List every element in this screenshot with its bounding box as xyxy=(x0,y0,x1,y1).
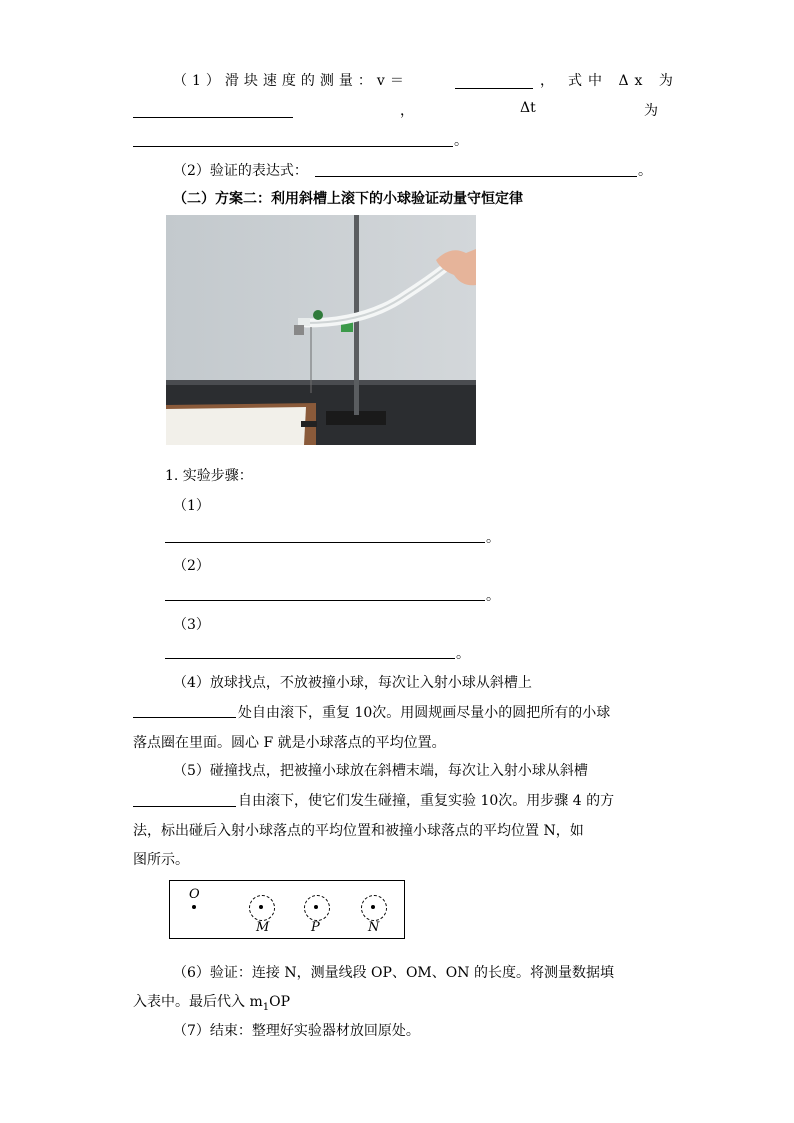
section-title: （二）方案二：利用斜槽上滚下的小球验证动量守恒定律 xyxy=(173,191,523,207)
velocity-blank[interactable] xyxy=(455,88,533,89)
landing-points-diagram xyxy=(169,880,405,939)
expression-blank[interactable] xyxy=(315,176,637,177)
steps-title: 1. 实验步骤： xyxy=(165,468,253,484)
step5-line4: 图所示。 xyxy=(133,852,189,868)
step4-line2: 处自由滚下，重复 10次。用圆规画尽量小的圆把所有的小球 xyxy=(238,705,611,721)
step6-line2 xyxy=(133,991,290,1013)
experiment-photo-drawing xyxy=(166,215,476,445)
q1-period: 。 xyxy=(454,133,468,149)
step4-line1: （4）放球找点，不放被撞小球，每次让入射小球从斜槽上 xyxy=(173,675,532,691)
dt-label: Δt xyxy=(520,100,536,116)
point-n xyxy=(371,905,375,909)
step7: （7）结束：整理好实验器材放回原处。 xyxy=(173,1023,420,1039)
dx-meaning-blank[interactable] xyxy=(133,117,293,118)
step2-period: 。 xyxy=(486,588,500,604)
step5-line2: 自由滚下，使它们发生碰撞，重复实验 10次。用步骤 4 的方 xyxy=(238,793,615,809)
step6-line2-pre: 入表中。最后代入 m xyxy=(133,994,263,1010)
step3-num: （3） xyxy=(173,617,210,633)
step1-period: 。 xyxy=(486,530,500,546)
point-p xyxy=(314,905,318,909)
experiment-photo xyxy=(166,215,476,445)
point-n-label: N xyxy=(368,920,380,935)
step2-num: （2） xyxy=(173,558,210,574)
step5-line3: 法，标出碰后入射小球落点的平均位置和被撞小球落点的平均位置 N，如 xyxy=(133,823,584,839)
step6-line1: （6）验证：连接 N，测量线段 OP、OM、ON 的长度。将测量数据填 xyxy=(173,965,614,981)
step3-blank[interactable] xyxy=(165,658,455,659)
step3-period: 。 xyxy=(456,646,470,662)
step6-line2-sub: 1 xyxy=(262,1001,270,1013)
point-m-label: M xyxy=(256,920,270,935)
q1-comma: ， xyxy=(540,73,554,89)
point-o-label: O xyxy=(189,887,200,902)
q2-label: （2）验证的表达式： xyxy=(173,163,308,179)
step4-line3: 落点圈在里面。圆心 F 就是小球落点的平均位置。 xyxy=(133,735,446,751)
dt-meaning-blank[interactable] xyxy=(133,146,453,147)
q2-period: 。 xyxy=(638,163,652,179)
q1-formula-text: 式中 Δx 为 xyxy=(568,73,679,89)
step5-blank[interactable] xyxy=(133,806,236,807)
q1-label: （1）滑块速度的测量：v＝ xyxy=(173,73,409,89)
step2-blank[interactable] xyxy=(165,600,485,601)
step4-blank[interactable] xyxy=(133,717,236,718)
q1-wei: 为 xyxy=(644,103,658,119)
q1-comma2: ， xyxy=(400,103,414,119)
step6-line2-post: OP xyxy=(269,994,291,1010)
point-p-label: P xyxy=(311,920,320,935)
point-o xyxy=(192,905,196,909)
step1-blank[interactable] xyxy=(165,542,485,543)
step1-num: （1） xyxy=(173,498,210,514)
point-m xyxy=(259,905,263,909)
step5-line1: （5）碰撞找点，把被撞小球放在斜槽末端，每次让入射小球从斜槽 xyxy=(173,763,588,779)
